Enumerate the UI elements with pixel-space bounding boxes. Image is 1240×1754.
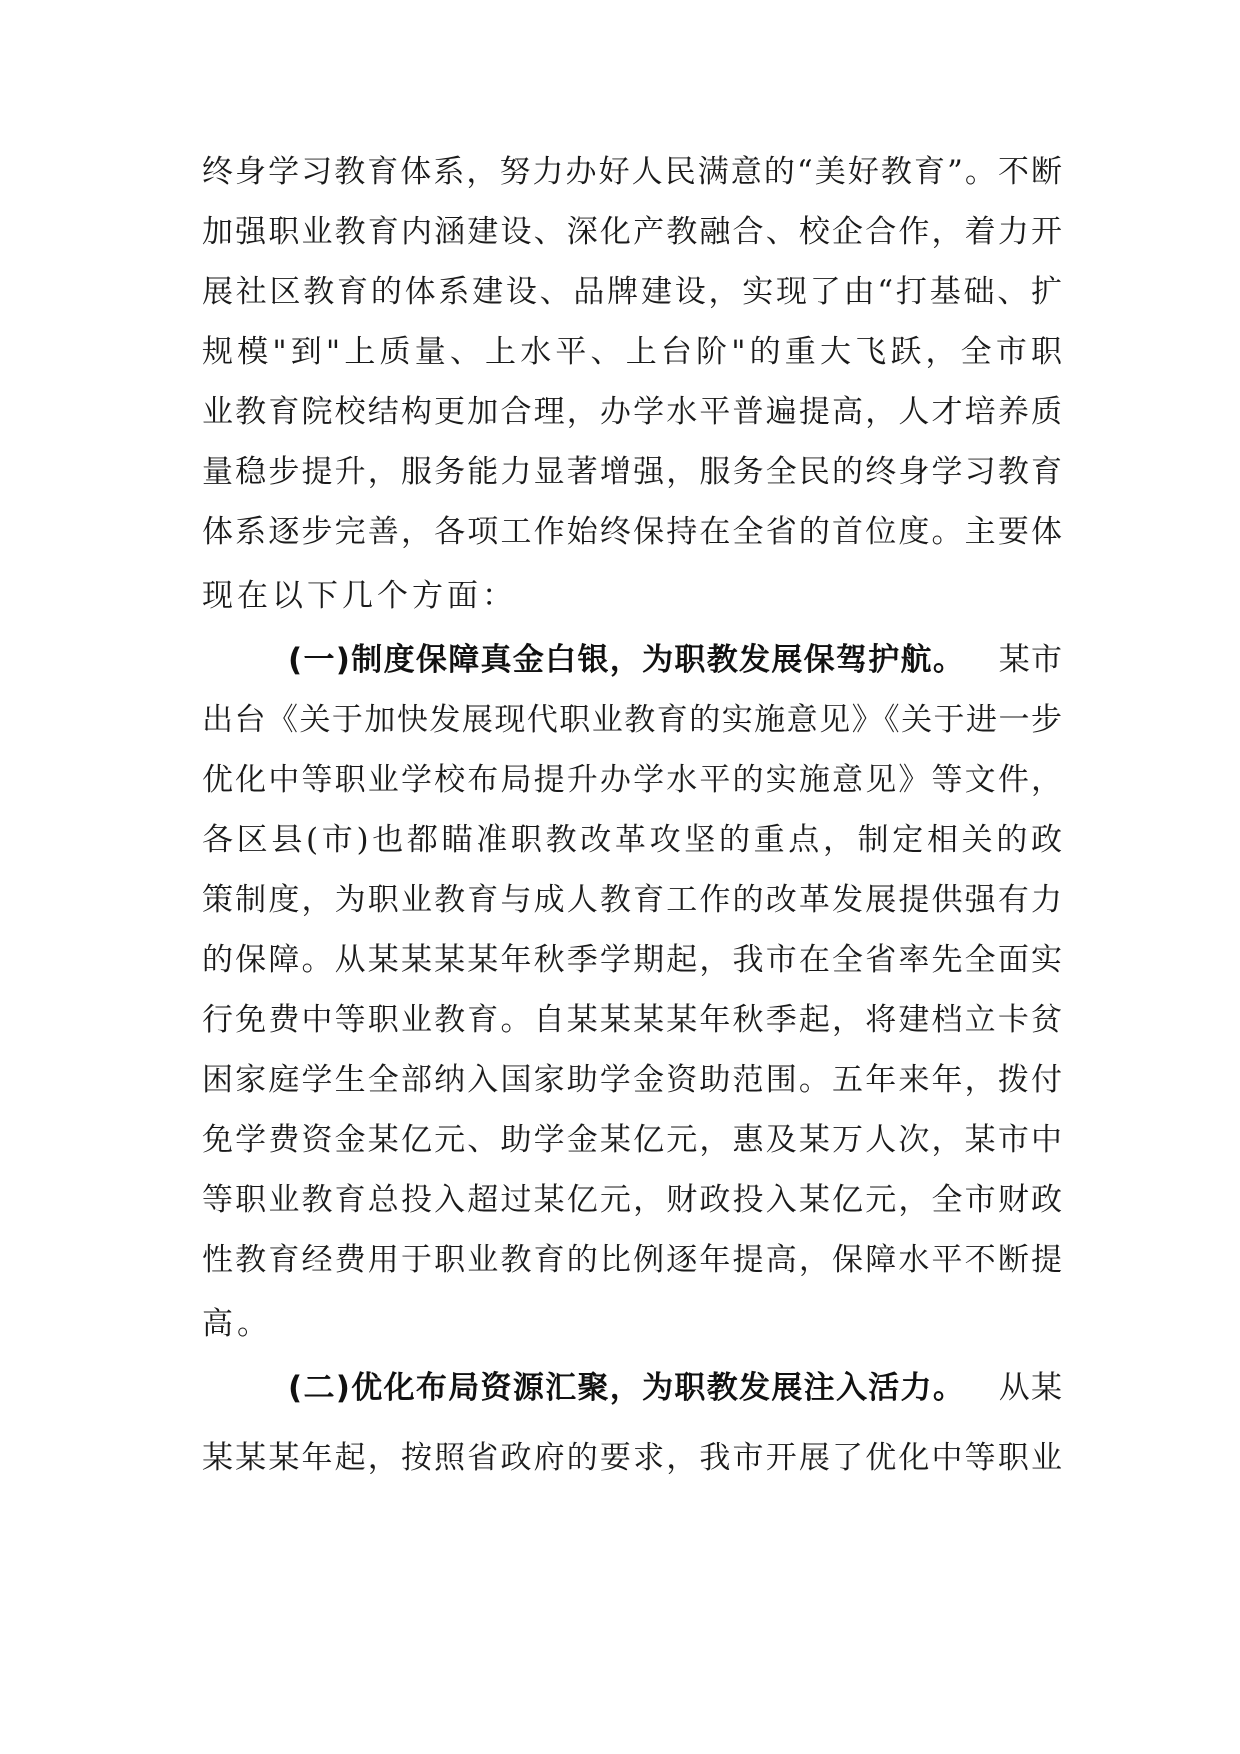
paragraph-line: 某某某年起，按照省政府的要求，我市开展了优化中等职业 — [202, 1440, 1062, 1476]
section-heading-line — [288, 636, 1062, 684]
paragraph-line: 体系逐步完善，各项工作始终保持在全省的首位度。主要体 — [202, 514, 1062, 550]
paragraph-line: 策制度，为职业教育与成人教育工作的改革发展提供强有力 — [202, 882, 1062, 918]
paragraph-line: 加强职业教育内涵建设、深化产教融合、校企合作，着力开 — [202, 214, 1062, 250]
heading-tail-text: 从某 — [998, 1370, 1062, 1406]
paragraph-line: 规模"到"上质量、上水平、上台阶"的重大飞跃，全市职 — [202, 334, 1062, 370]
section-heading: (一)制度保障真金白银，为职教发展保驾护航。 — [288, 642, 966, 678]
paragraph-line: 的保障。从某某某某年秋季学期起，我市在全省率先全面实 — [202, 942, 1062, 978]
paragraph-line: 等职业教育总投入超过某亿元，财政投入某亿元，全市财政 — [202, 1182, 1062, 1218]
paragraph-line: 性教育经费用于职业教育的比例逐年提高，保障水平不断提 — [202, 1242, 1062, 1278]
paragraph-line: 出台《关于加快发展现代职业教育的实施意见》《关于进一步 — [202, 702, 1062, 738]
paragraph-line: 各区县(市)也都瞄准职教改革攻坚的重点，制定相关的政 — [202, 822, 1062, 858]
heading-tail-text: 某市 — [998, 642, 1062, 678]
paragraph-line: 困家庭学生全部纳入国家助学金资助范围。五年来年，拨付 — [202, 1062, 1062, 1098]
paragraph-line: 现在以下几个方面： — [202, 578, 517, 614]
paragraph-line: 业教育院校结构更加合理，办学水平普遍提高，人才培养质 — [202, 394, 1062, 430]
paragraph-line: 行免费中等职业教育。自某某某某年秋季起，将建档立卡贫 — [202, 1002, 1062, 1038]
paragraph-line: 展社区教育的体系建设、品牌建设，实现了由“打基础、扩 — [202, 274, 1062, 310]
paragraph-line: 终身学习教育体系，努力办好人民满意的“美好教育”。不断 — [202, 154, 1062, 190]
paragraph-line: 优化中等职业学校布局提升办学水平的实施意见》等文件， — [202, 762, 1062, 798]
paragraph-line: 免学费资金某亿元、助学金某亿元，惠及某万人次，某市中 — [202, 1122, 1062, 1158]
section-heading: (二)优化布局资源汇聚，为职教发展注入活力。 — [288, 1370, 966, 1406]
section-heading-line — [288, 1364, 1062, 1412]
paragraph-line: 高。 — [202, 1306, 272, 1342]
paragraph-line: 量稳步提升，服务能力显著增强，服务全民的终身学习教育 — [202, 454, 1062, 490]
